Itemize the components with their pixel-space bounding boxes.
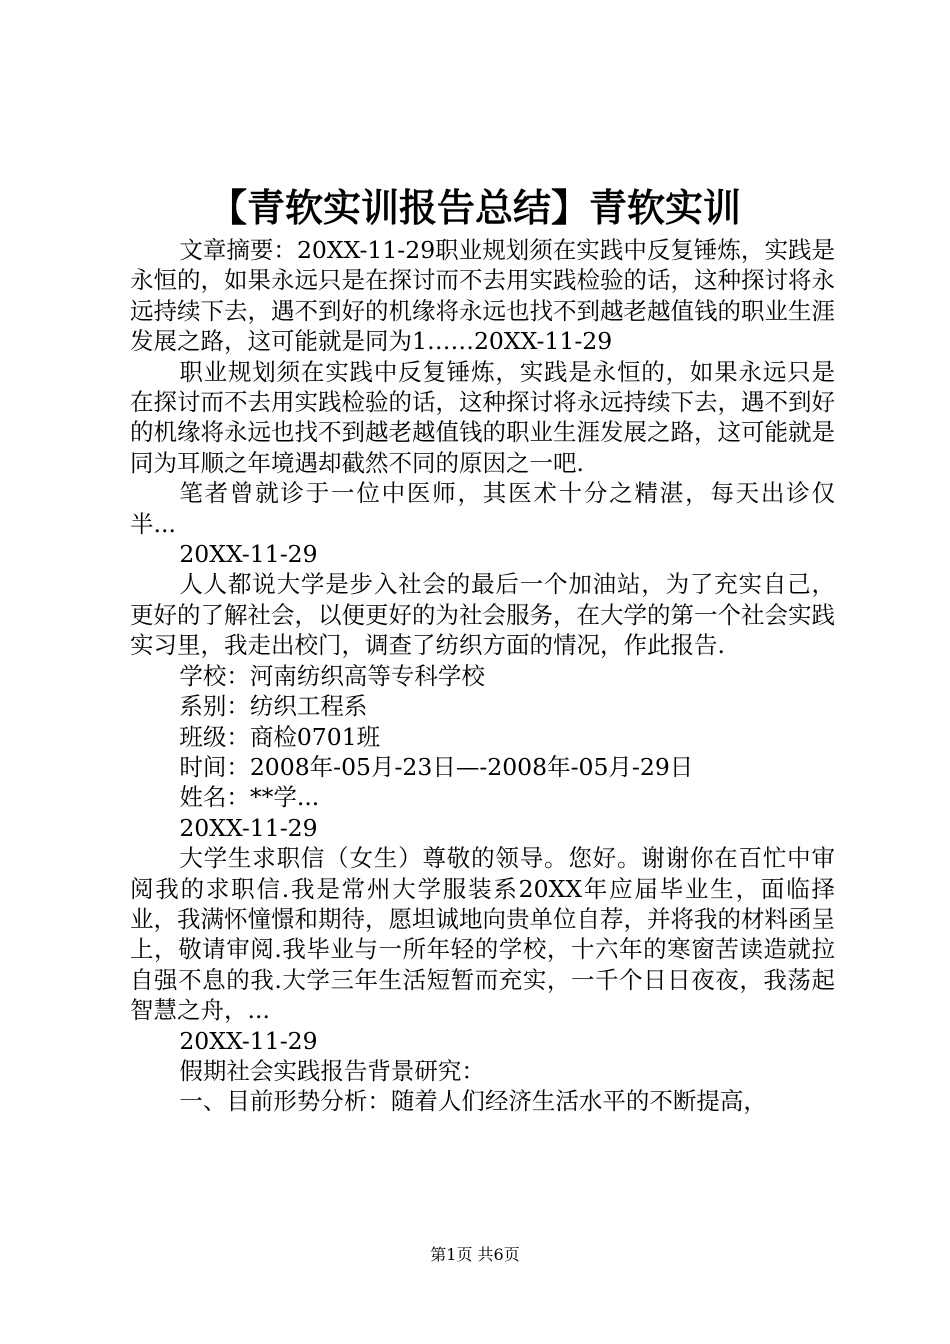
situation-analysis-line: 一、目前形势分析：随着人们经济生活水平的不断提高，: [179, 1087, 767, 1116]
practice-paragraph: 人人都说大学是步入社会的最后一个加油站，为了充实自己，更好的了解社会，以便更好的为社会服务，在大学的第一个社会实践实习里，我走出校门，调查了纺织方面的情况，作此报告.: [130, 570, 835, 660]
school-line: 学校：河南纺织高等专科学校: [179, 661, 485, 690]
document-body: [130, 235, 835, 1117]
department-line: 系别：纺织工程系: [179, 692, 368, 721]
class-line: 班级：商检0701班: [179, 722, 381, 751]
date-line: 20XX-11-29: [179, 813, 318, 842]
document-title: 【青软实训报告总结】青软实训: [208, 185, 741, 230]
cover-letter-paragraph: 大学生求职信（女生）尊敬的领导。您好。谢谢你在百忙中审阅我的求职信.我是常州大学服装系20XX年应届毕业生，面临择业，我满怀憧憬和期待，愿坦诚地向贵单位自荐，并将我的材料函呈上，敬请审阅.我毕业与一所年轻的学校，十六年的寒窗苦读造就拉自强不息的我.大学三年生活短暂而充实，一千个日日夜夜，我荡起智慧之舟，...: [130, 844, 835, 1025]
date-line: 20XX-11-29: [179, 540, 318, 569]
background-heading: 假期社会实践报告背景研究：: [179, 1056, 485, 1085]
name-line: 姓名：**学...: [179, 783, 320, 812]
date-line: 20XX-11-29: [179, 1026, 318, 1055]
abstract-paragraph: 文章摘要：20XX-11-29职业规划须在实践中反复锤炼，实践是永恒的，如果永远只是在探讨而不去用实践检验的话，这种探讨将永远持续下去，遇不到好的机缘将永远也找不到越老越值钱的职业生涯发展之路，这可能就是同为1……20XX-11-29: [130, 236, 835, 356]
career-paragraph: 职业规划须在实践中反复锤炼，实践是永恒的，如果永远只是在探讨而不去用实践检验的话，这种探讨将永远持续下去，遇不到好的机缘将永远也找不到越老越值钱的职业生涯发展之路，这可能就是同为耳顺之年境遇却截然不同的原因之一吧.: [130, 357, 835, 477]
doctor-paragraph: 笔者曾就诊于一位中医师，其医术十分之精湛，每天出诊仅半...: [130, 479, 835, 538]
time-line: 时间：2008年-05月-23日—-2008年-05月-29日: [179, 752, 694, 781]
page-number-footer: 第1页 共6页: [430, 1245, 520, 1264]
